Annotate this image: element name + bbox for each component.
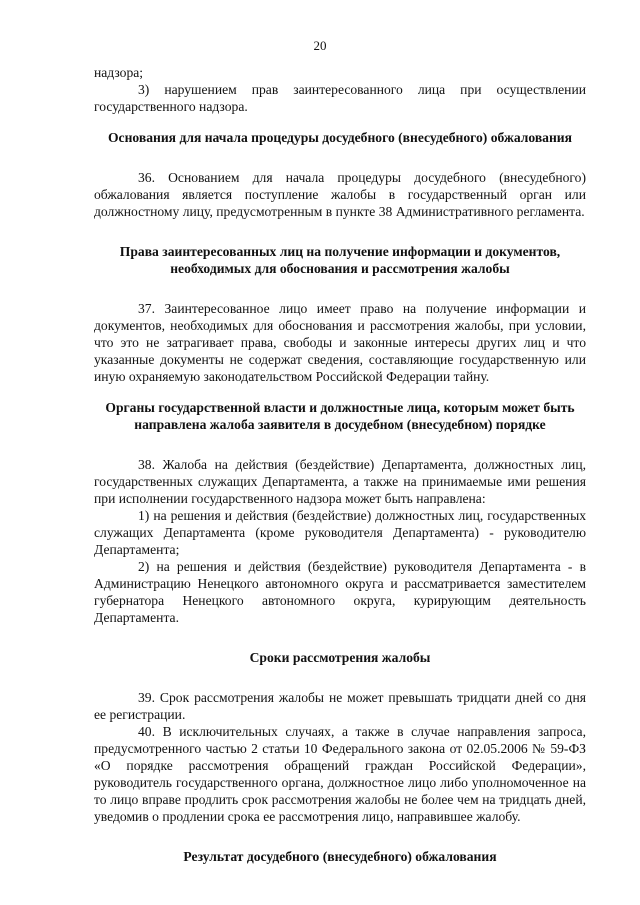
section-heading-authorities: Органы государственной власти и должностные лица, которым может быть направлена жалоба заявителя в досудебном (внесудебном) порядке: [105, 400, 575, 432]
paragraph-39: 39. Срок рассмотрения жалобы не может превышать тридцати дней со дня ее регистрации.: [94, 690, 586, 722]
section-heading-rights-info: Права заинтересованных лиц на получение информации и документов, необходимых для обоснования и рассмотрения жалобы: [119, 244, 561, 276]
paragraph-37: 37. Заинтересованное лицо имеет право на получение информации и документов, необходимых для обоснования и рассмотрения жалобы, при условии, что это не затрагивает права, свободы и законные интересы других лиц и что указанные документы не содержат сведения, составляющие государственную или иную охраняемую законодательством Российской Федерации тайну.: [94, 301, 586, 384]
paragraph-38-item-1: 1) на решения и действия (бездействие) должностных лиц, государственных служащих Департамента (кроме руководителя Департамента) - руководителю Департамента;: [94, 508, 586, 557]
paragraph-38-item-2: 2) на решения и действия (бездействие) руководителя Департамента - в Администрацию Ненецкого автономного округа и рассматривается заместителем губернатора Ненецкого автономного округа, курирующим деятельность Департамента.: [94, 559, 586, 625]
section-heading-review-terms: Сроки рассмотрения жалобы: [249, 650, 431, 665]
paragraph-38: 38. Жалоба на действия (бездействие) Департамента, должностных лиц, государственных служащих Департамента, а также на принимаемые ими решения при исполнении государственного надзора может быть направлена:: [94, 457, 586, 506]
paragraph-40: 40. В исключительных случаях, а также в случае направления запроса, предусмотренного частью 2 статьи 10 Федерального закона от 02.05.2006 № 59-ФЗ «О порядке рассмотрения обращений граждан Российской Федерации», руководитель государственного органа, должностное лицо либо уполномоченное на то лицо вправе продлить срок рассмотрения жалобы не более чем на тридцать дней, уведомив о продлении срока ее рассмотрения лицо, направившее жалобу.: [94, 724, 586, 824]
paragraph-continuation: надзора;: [94, 65, 144, 80]
section-heading-appeal-grounds: Основания для начала процедуры досудебного (внесудебного) обжалования: [107, 130, 572, 145]
document-body: [94, 64, 586, 865]
list-item-3: 3) нарушением прав заинтересованного лица при осуществлении государственного надзора.: [94, 82, 586, 114]
section-heading-appeal-result: Результат досудебного (внесудебного) обжалования: [183, 849, 497, 864]
page-number: 20: [313, 38, 327, 53]
paragraph-36: 36. Основанием для начала процедуры досудебного (внесудебного) обжалования является поступление жалобы в государственный орган или должностному лицу, предусмотренным в пункте 38 Административного регламента.: [94, 170, 586, 219]
